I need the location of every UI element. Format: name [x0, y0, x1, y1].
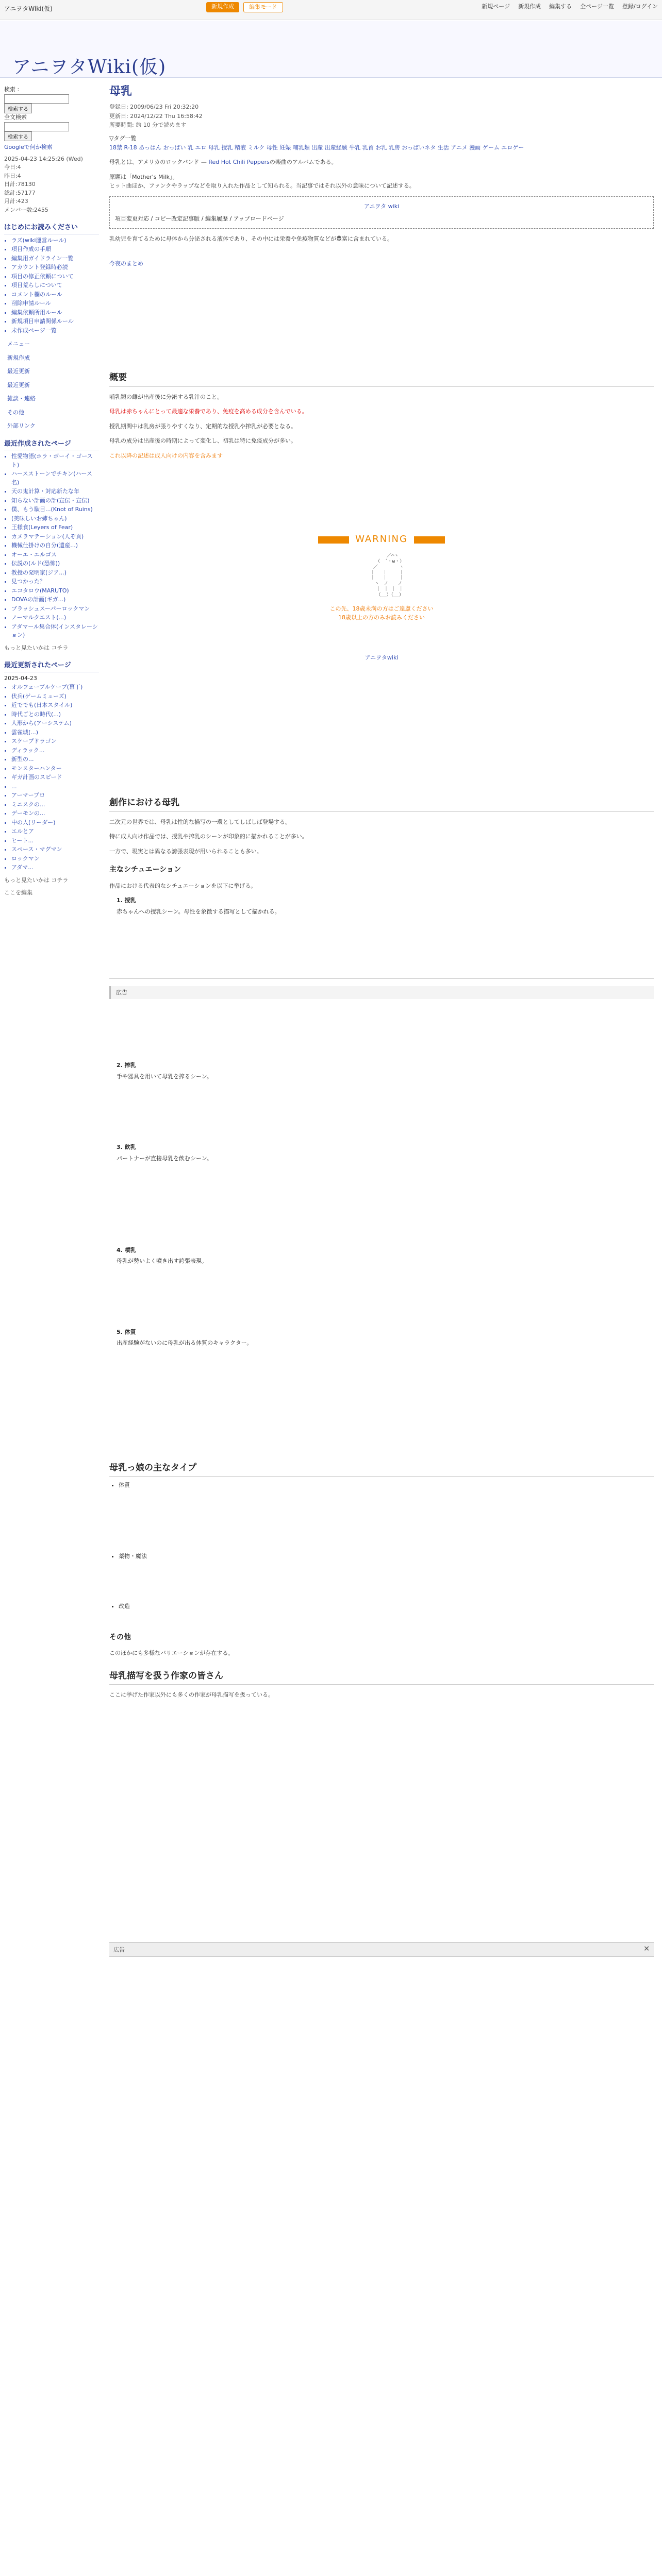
situation-3-num: 3. 飲乳	[117, 1144, 136, 1151]
help-item[interactable]: • 項目作成の手順	[11, 245, 99, 254]
action-login[interactable]: 登録/ログイン	[622, 3, 658, 10]
type-item: • 体質	[119, 1481, 654, 1490]
warning-line-1: この先、18歳未満の方はご遠慮ください	[329, 605, 434, 612]
tags-label[interactable]: ▽タグ一覧	[109, 134, 137, 142]
created-item[interactable]: • ハースストーンでチキン(ハース名)	[11, 470, 99, 487]
created-item[interactable]: • 知らない計画の計(宣伝・宣伝)	[11, 497, 99, 505]
page-title: 母乳	[109, 85, 133, 98]
intro-text: 乳幼児を育てるために母体から分泌される液体であり、その中には栄養や免疫物質などが豊富に含まれている。	[109, 235, 393, 243]
created-list	[4, 452, 99, 640]
recent-item[interactable]: • アダマ...	[11, 863, 99, 872]
warning-line-2: 18歳以上の方のみお読みください	[338, 614, 425, 621]
created-item[interactable]: • 天の鬼計算・対応新たな年	[11, 487, 99, 496]
recent-item[interactable]: • スペース・マグマン	[11, 845, 99, 854]
help-item[interactable]: • 新規項目申請関係ルール	[11, 317, 99, 326]
section-authors: 母乳描写を扱う作家の皆さん	[109, 1669, 654, 1685]
nav-recent[interactable]: 最近更新	[7, 368, 30, 375]
section-gaiyou: 概要	[109, 371, 654, 386]
section-situation: 主なシチュエーション	[109, 866, 181, 874]
help-heading: はじめにお読みください	[4, 222, 99, 234]
action-edit[interactable]: 編集する	[549, 3, 572, 10]
lead-tail: の楽曲のアルバムである。	[269, 159, 337, 166]
created-item[interactable]: • ノーマルクエスト(...)	[11, 614, 99, 622]
created-item[interactable]: • 教授の発明家(ジア...)	[11, 569, 99, 578]
recent-item[interactable]: • エルとア	[11, 827, 99, 836]
nav-chat[interactable]: 雑談・連絡	[7, 395, 36, 402]
site-name[interactable]: アニヲタWiki(仮)	[12, 57, 167, 78]
edit-here-link[interactable]: ここを編集	[4, 889, 32, 896]
recent-item[interactable]: • デーモンの...	[11, 809, 99, 818]
toc-link[interactable]: 今夜のまとめ	[109, 260, 143, 267]
action-new-page[interactable]: 新規ページ	[482, 3, 510, 10]
help-item[interactable]: • 削除申請ルール	[11, 299, 99, 308]
recent-item[interactable]: • アーマープロ	[11, 791, 99, 800]
search-button[interactable]: 検索する	[4, 104, 32, 113]
divider	[109, 978, 654, 979]
gaiyou-p2: 授乳期間中は乳房が張りやすくなり、定期的な授乳や搾乳が必要となる。	[109, 422, 296, 430]
help-list	[4, 236, 99, 335]
created-item[interactable]: • ブラッシュスーパーロックマン	[11, 605, 99, 614]
situation-3	[117, 1143, 654, 1163]
help-item[interactable]: • 項目荒らしについて	[11, 281, 99, 290]
search-label: 検索 :	[4, 86, 20, 93]
recent-item[interactable]: • 中の人(リーダー)	[11, 819, 99, 827]
nav-menu[interactable]: メニュー	[7, 341, 30, 347]
stat-yesterday: 昨日:4	[4, 172, 21, 179]
created-item[interactable]: • 王様食(Leyers of Fear)	[11, 523, 99, 532]
ad-bar-text: 広告	[113, 1946, 125, 1953]
recent-item[interactable]: • ディラック...	[11, 747, 99, 755]
created-item[interactable]: • 見つかった？	[11, 578, 99, 586]
situation-5	[117, 1328, 654, 1348]
search-option[interactable]: 全文検索	[4, 114, 27, 121]
situation-1	[117, 896, 654, 916]
type-item: • 薬物・魔法	[119, 1552, 654, 1561]
situation-2	[117, 1061, 654, 1081]
sousaku-p3: 一方で、現実とは異なる誇張表現が用いられることも多い。	[109, 848, 262, 855]
situation-2-num: 2. 搾乳	[117, 1062, 136, 1069]
sousaku-p1: 二次元の世界では、母乳は性的な描写の一環としてしばしば登場する。	[109, 818, 291, 825]
situation-intro: 作品における代表的なシチュエーションを以下に挙げる。	[109, 882, 257, 889]
lead-paragraph-2	[109, 173, 654, 191]
situation-5-num: 5. 体質	[117, 1328, 136, 1335]
nav-external[interactable]: 外部リンク	[7, 422, 36, 429]
recent-item[interactable]: • ミニスクの...	[11, 801, 99, 809]
ascii-art: ／⌒ヽ （ ´・ω・） ／ ヽ ｜ ｜ ｜ ｜ ｜ ｜ ヽ ノ ノ ｜ ｜ ｜ ｜ （__）（__）	[370, 553, 405, 598]
tag-list	[109, 134, 654, 152]
types-list	[119, 1481, 654, 1611]
situation-4-num: 4. 噴乳	[117, 1246, 136, 1253]
situation-3-text: パートナーが直接母乳を飲むシーン。	[117, 1155, 212, 1162]
recent-date: 2025-04-23	[4, 674, 37, 682]
warning-label: WARNING	[355, 534, 408, 545]
recent-item[interactable]: • オルフェーブルケーブ(幕丁)	[11, 683, 99, 692]
tags-text[interactable]: 18禁 R-18 あっはん おっぱい 乳 エロ 母乳 授乳 精液 ミルク 母性 妊娠 哺乳類 出産 出産経験 牛乳 乳首 お乳 乳房 おっぱいネタ 生活 アニメ 漫画 ゲーム エロゲー	[109, 144, 524, 151]
created-item[interactable]: • カメラマテーション(人ぞ頁)	[11, 533, 99, 541]
page-meta	[109, 103, 654, 130]
main-content	[109, 82, 654, 2576]
stat-monthly: 月計:423	[4, 198, 28, 205]
created-item[interactable]: • 性愛物語(ホラ・ボーイ・ゴースト)	[11, 452, 99, 469]
recent-item[interactable]: • 時代ごとの時代(...)	[11, 710, 99, 719]
created-item[interactable]: • 伝説の(ルド(恐怖))	[11, 560, 99, 568]
notice-box	[109, 196, 654, 229]
created-item[interactable]: • エコタロウ(MARUTO)	[11, 587, 99, 596]
recent-item[interactable]: • ロックマン	[11, 855, 99, 863]
created-item[interactable]: • 機械仕掛けの自分(遺産...)	[11, 541, 99, 550]
recent-item[interactable]: • モンスターハンター	[11, 765, 99, 773]
created-item[interactable]: • DOVAの計画(ギガ...)	[11, 596, 99, 604]
warning-bar-left	[318, 536, 349, 544]
help-item[interactable]: • 編集依頼所用ルール	[11, 309, 99, 317]
site-short-name[interactable]: アニヲタWiki(仮)	[4, 5, 53, 12]
section-other: その他	[109, 1633, 131, 1641]
top-actions	[482, 2, 658, 10]
box-title: アニヲタ wiki	[363, 202, 400, 210]
situation-4-text: 母乳が勢いよく噴き出す誇張表現。	[117, 1258, 207, 1265]
created-item[interactable]: • (美味しいお姉ちゃん)	[11, 515, 99, 523]
ad-bar	[109, 1942, 654, 1957]
close-icon[interactable]: ✕	[643, 1945, 650, 1953]
lead2-text: ヒット曲ほか、ファンクやラップなどを取り入れた作品として知られる。当記事ではそれ以外の意味について記述する。	[109, 182, 415, 190]
recent-item[interactable]: • スケープドラゴン	[11, 737, 99, 746]
fulltext-input[interactable]	[4, 122, 69, 131]
action-all-pages[interactable]: 全ページ一覧	[580, 3, 614, 10]
help-item[interactable]: • ラズ(wiki運営ルール)	[11, 236, 99, 245]
created-item[interactable]: • オーエ・エルゴス	[11, 551, 99, 560]
recent-item[interactable]: • 新型の...	[11, 755, 99, 764]
created-item[interactable]: • アダマール集合体(インスタレーション)	[11, 623, 99, 640]
situation-1-text: 赤ちゃんへの授乳シーン。母性を象徴する描写として描かれる。	[117, 908, 280, 915]
section-types: 母乳っ娘の主なタイプ	[109, 1461, 654, 1477]
gaiyou-orange: これ以降の記述は成人向けの内容を含みます	[109, 452, 223, 459]
google-search-link[interactable]: Googleで何か検索	[4, 144, 53, 150]
meta-created: 登録日: 2009/06/23 Fri 20:32:20	[109, 104, 199, 111]
action-new-create[interactable]: 新規作成	[518, 3, 541, 10]
meta-readtime: 所要時間: 約 10 分で読めます	[109, 122, 187, 129]
recent-list	[4, 683, 99, 872]
stat-daily: 日計:78130	[4, 181, 36, 188]
site-header	[0, 21, 662, 78]
recent-item[interactable]: • 近ででも(日本スタイル)	[11, 701, 99, 710]
nav-new[interactable]: 新規作成	[7, 354, 30, 361]
more-recent-link[interactable]: もっと見たいかは コチラ	[4, 876, 69, 884]
section-sousaku: 創作における母乳	[109, 796, 654, 811]
nav-other[interactable]: その他	[7, 409, 24, 416]
sousaku-p2: 特に成人向け作品では、授乳や搾乳のシーンが印象的に描かれることが多い。	[109, 833, 308, 840]
situation-5-text: 出産経験がないのに母乳が出る体質のキャラクター。	[117, 1340, 253, 1347]
help-item[interactable]: • コメント欄のルール	[11, 291, 99, 299]
recent-item[interactable]: • 伏兵(ゲームミューズ)	[11, 692, 99, 701]
other-text: このほかにも多様なバリエーションが存在する。	[109, 1650, 234, 1657]
recent-item[interactable]: • 雲雀城(...)	[11, 728, 99, 737]
created-item[interactable]: • 僕、もう駄目...(Knot of Ruins)	[11, 505, 99, 514]
recent-item[interactable]: • ギガ計画のスピード	[11, 773, 99, 782]
search-input[interactable]	[4, 94, 69, 104]
situation-4	[117, 1246, 654, 1266]
aa-footer-link[interactable]: アニヲタwiki	[365, 654, 399, 661]
sidebar	[0, 82, 103, 1216]
more-created-link[interactable]: もっと見たいかは コチラ	[4, 644, 69, 651]
created-heading: 最近作成されたページ	[4, 438, 99, 451]
stat-today: 今日:4	[4, 164, 21, 171]
lead2-title: 原題は「Mother's Milk」。	[109, 173, 178, 180]
box-line[interactable]: 項目変更対応 / コピー改定記事版 / 編集履歴 / アップロードページ	[115, 215, 284, 222]
recent-item[interactable]: • 人形から(アーシステム)	[11, 719, 99, 728]
authors-text: ここに挙げた作家以外にも多くの作家が母乳描写を扱っている。	[109, 1691, 274, 1699]
gaiyou-red: 母乳は赤ちゃんにとって最適な栄養であり、免疫を高める成分を含んでいる。	[109, 408, 308, 415]
warning-banner	[227, 532, 536, 547]
type-item: • 改造	[119, 1602, 654, 1611]
recent-item[interactable]: • ヒート...	[11, 837, 99, 845]
help-item[interactable]: • 項目の修正依頼について	[11, 273, 99, 281]
site-stats	[4, 155, 99, 215]
fulltext-button[interactable]: 検索する	[4, 131, 32, 141]
recent-heading: 最近更新されたページ	[4, 659, 99, 672]
recent-item[interactable]: • ...	[11, 783, 99, 791]
help-item[interactable]: • 編集用ガイドライン一覧	[11, 255, 99, 263]
stat-members: メンバー数:2455	[4, 206, 48, 213]
lead-paragraph	[109, 158, 654, 167]
warning-box	[227, 532, 536, 622]
ad-quote: 広告	[109, 986, 654, 999]
gaiyou-p3: 母乳の成分は出産後の時期によって変化し、初乳は特に免疫成分が多い。	[109, 437, 296, 445]
situation-2-text: 手や器具を用いて母乳を搾るシーン。	[117, 1073, 212, 1080]
stat-date: 2025-04-23 14:25:26 (Wed)	[4, 155, 83, 162]
warning-bar-right	[414, 536, 445, 544]
lead-link[interactable]: Red Hot Chili Peppers	[208, 159, 270, 166]
new-page-button[interactable]: 新規作成	[206, 2, 239, 12]
help-item[interactable]: • 未作成ページ一覧	[11, 327, 99, 335]
top-bar	[0, 0, 662, 20]
lead-text: 母乳とは、アメリカのロックバンド —	[109, 159, 207, 166]
meta-updated: 更新日: 2024/12/22 Thu 16:58:42	[109, 112, 203, 120]
edit-mode-button[interactable]: 編集モード	[243, 2, 283, 12]
nav-recent-2[interactable]: 最近更新	[7, 381, 30, 388]
stat-total: 総計:57177	[4, 189, 36, 196]
gaiyou-p1: 哺乳類の雌が出産後に分泌する乳汁のこと。	[109, 393, 223, 400]
situation-1-num: 1. 授乳	[117, 897, 136, 904]
help-item[interactable]: • アカウント登録時必読	[11, 263, 99, 272]
